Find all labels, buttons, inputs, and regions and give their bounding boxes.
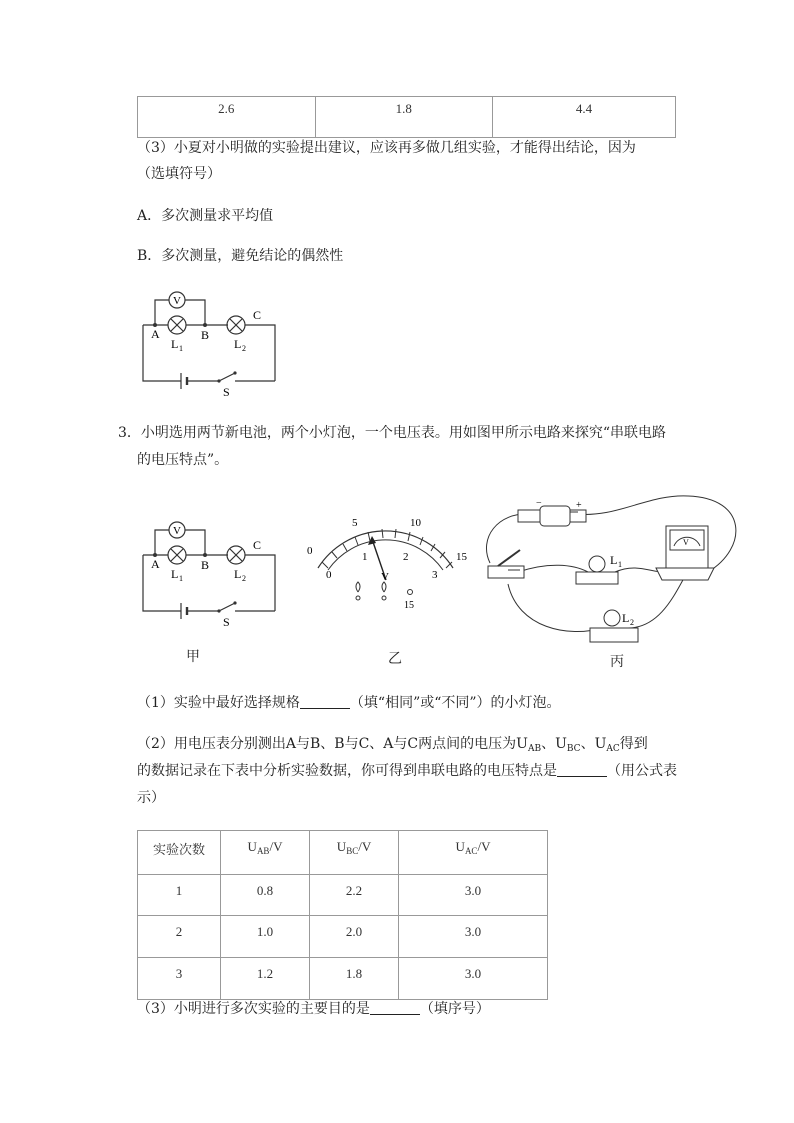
answer-blank xyxy=(557,762,607,777)
table-header-row xyxy=(138,831,548,875)
dial-upper-tick: 0 xyxy=(307,545,313,557)
header-uac xyxy=(399,831,548,875)
table-cell: 2.0 xyxy=(310,916,399,958)
node-b-label: B xyxy=(201,558,210,572)
node-c-label: C xyxy=(253,538,262,552)
lamp-2-label: L xyxy=(234,567,242,581)
subscript: AB xyxy=(256,846,270,856)
table-cell: 2.2 xyxy=(310,875,399,916)
lamp-2-label: L xyxy=(622,611,630,625)
subscript: AC xyxy=(464,846,478,856)
lamp-1-label: L xyxy=(610,553,618,567)
table-row xyxy=(138,958,548,1000)
battery-minus-label: − xyxy=(536,498,542,509)
lamp-2-subscript: 2 xyxy=(242,574,246,583)
table-cell: 1.8 xyxy=(310,958,399,1000)
table-cell: 3.0 xyxy=(399,875,548,916)
subscript: BC xyxy=(346,846,359,856)
p3-question-3-suffix: （填序号） xyxy=(419,1001,490,1017)
node-b-label: B xyxy=(201,328,210,342)
u-ab-subscript: AB xyxy=(527,744,542,754)
question-3-hint: （选填符号） xyxy=(137,166,221,182)
table-cell: 2 xyxy=(138,916,221,958)
header-count: 实验次数 xyxy=(138,831,221,875)
battery-plus-label: + xyxy=(576,500,582,511)
dial-upper-tick: 10 xyxy=(410,517,421,529)
u-symbol: U xyxy=(455,839,465,854)
u-ac-subscript: AC xyxy=(606,744,620,754)
table-cell: 1 xyxy=(138,875,221,916)
node-a-label: A xyxy=(151,327,160,341)
unit: /V xyxy=(477,839,491,854)
p3-question-2-line1 xyxy=(137,733,648,760)
dial-unit-label: V xyxy=(381,571,389,583)
p3-question-2-line3: 示） xyxy=(137,790,165,806)
figure-label-jia: 甲 xyxy=(186,649,200,665)
p3-question-3-prefix: （3）小明进行多次实验的主要目的是 xyxy=(137,1001,370,1017)
unit: /V xyxy=(269,839,283,854)
lamp-2-subscript: 2 xyxy=(630,618,634,627)
dial-terminal-label: 15 xyxy=(404,600,414,611)
p3-question-3 xyxy=(137,998,490,1020)
problem-3-text-cont: 的电压特点”。 xyxy=(137,452,229,468)
p3-question-1-prefix: （1）实验中最好选择规格 xyxy=(137,695,300,711)
dial-lower-tick: 0 xyxy=(326,569,332,581)
p3-question-2-text: 得到 xyxy=(619,736,648,752)
p3-question-1-suffix: （填“相同”或“不同”）的小灯泡。 xyxy=(349,695,561,711)
circuit-diagram-jia xyxy=(135,515,285,630)
p3-question-2-text: 的数据记录在下表中分析实验数据，你可得到串联电路的电压特点是 xyxy=(137,763,557,779)
u-symbol: U xyxy=(555,736,567,752)
u-symbol: U xyxy=(336,839,347,854)
dial-upper-tick: 5 xyxy=(352,517,358,529)
voltmeter-face-label: V xyxy=(683,538,689,547)
voltmeter-label: V xyxy=(173,295,181,307)
table-cell: 1.2 xyxy=(221,958,310,1000)
p3-question-2-text: （用公式表 xyxy=(607,763,677,779)
node-c-label: C xyxy=(253,308,262,322)
table-cell: 0.8 xyxy=(221,875,310,916)
question-3-text: （3）小夏对小明做的实验提出建议，应该再多做几组实验，才能得出结论，因为 xyxy=(137,140,636,156)
table-cell: 2.6 xyxy=(138,97,316,138)
voltmeter-label: V xyxy=(173,525,181,537)
physical-circuit-diagram xyxy=(478,488,746,668)
unit: /V xyxy=(358,839,372,854)
figure-label-bing: 丙 xyxy=(610,654,624,670)
table-cell: 1.0 xyxy=(221,916,310,958)
problem-3-text: 3．小明选用两节新电池，两个小灯泡，一个电压表。用如图甲所示电路来探究“串联电路 xyxy=(118,425,667,441)
u-symbol: U xyxy=(516,736,528,752)
lamp-2-label: L xyxy=(234,337,242,351)
answer-blank xyxy=(370,1000,420,1015)
switch-label: S xyxy=(223,385,230,399)
table-cell: 3.0 xyxy=(399,916,548,958)
figure-label-yi: 乙 xyxy=(388,651,402,667)
p3-question-2-text: （2）用电压表分别测出A与B、B与C、A与C两点间的电压为 xyxy=(137,736,517,752)
u-symbol: U xyxy=(247,839,257,854)
voltmeter-dial xyxy=(298,512,478,612)
p3-question-2-line2 xyxy=(137,760,677,782)
u-bc-subscript: BC xyxy=(566,744,581,754)
header-uab xyxy=(221,831,310,875)
answer-blank xyxy=(300,694,350,709)
separator: 、 xyxy=(580,736,595,752)
option-a: A．多次测量求平均值 xyxy=(137,208,274,224)
table-row xyxy=(138,916,548,958)
dial-lower-tick: 3 xyxy=(432,569,438,581)
dial-lower-tick: 1 xyxy=(362,551,368,563)
separator: 、 xyxy=(541,736,556,752)
dial-lower-tick: 2 xyxy=(403,551,409,563)
option-b: B．多次测量，避免结论的偶然性 xyxy=(137,248,344,264)
dial-upper-tick: 15 xyxy=(456,551,467,563)
data-table-top xyxy=(137,96,676,138)
header-ubc xyxy=(310,831,399,875)
lamp-1-subscript: 1 xyxy=(179,574,183,583)
table-cell: 4.4 xyxy=(493,97,676,138)
voltage-data-table xyxy=(137,830,548,1000)
table-row xyxy=(138,875,548,916)
lamp-1-label: L xyxy=(171,567,179,581)
lamp-1-subscript: 1 xyxy=(618,560,622,569)
p3-question-1 xyxy=(137,692,561,714)
lamp-2-subscript: 2 xyxy=(242,344,246,353)
switch-label: S xyxy=(223,615,230,629)
table-cell: 3.0 xyxy=(399,958,548,1000)
lamp-1-label: L xyxy=(171,337,179,351)
u-symbol: U xyxy=(594,736,607,752)
lamp-1-subscript: 1 xyxy=(179,344,183,353)
table-cell: 3 xyxy=(138,958,221,1000)
table-cell: 1.8 xyxy=(315,97,493,138)
node-a-label: A xyxy=(151,557,160,571)
circuit-diagram-1 xyxy=(135,285,285,400)
